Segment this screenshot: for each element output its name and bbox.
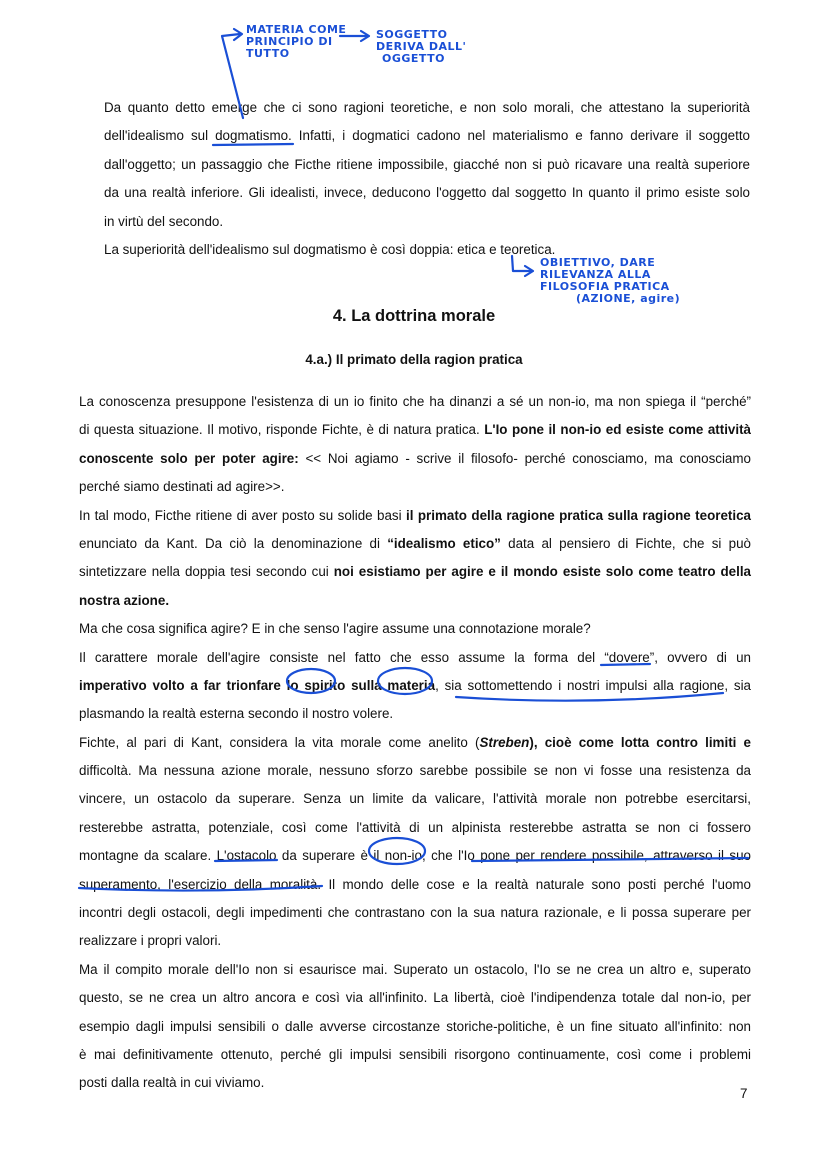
text-line: La superiorità dell'idealismo sul dogmatismo è così doppia: etica e teoretica. (104, 241, 556, 257)
body-paragraph (79, 388, 751, 1098)
term-dovere: dovere (608, 649, 650, 665)
text-line: dall'oggetto; un passaggio che Ficthe ritiene impossibile, giacché non si può ricavare una realtà superiore (104, 156, 750, 172)
text-line (79, 530, 751, 558)
annotation-line: MATERIA COME (246, 23, 347, 36)
annotation-line: PRINCIPIO DI (246, 35, 333, 48)
text-line (79, 729, 751, 757)
bracket-arrowhead (234, 29, 242, 40)
annotation-line: OGGETTO (382, 52, 446, 65)
text-line: vincere, un ostacolo da superare. Senza un limite da valicare, l'attività morale non potrebbe esercitarsi, (79, 791, 751, 807)
text-line: realizzare i propri valori. (79, 933, 222, 949)
text-line: Da quanto detto emerge che ci sono ragioni teoretiche, e non solo morali, che attestano la superiorità (104, 100, 750, 115)
text-line (79, 416, 751, 444)
text-line (104, 122, 750, 150)
text-line: perché siamo destinati ad agire>>. (79, 479, 285, 495)
text-line (79, 502, 751, 530)
text-line: montagne da scalare. L'ostacolo da superare è il non-io, che l'Io pone per rendere possibile, attraverso il suo (79, 848, 751, 864)
term-materia: materia (387, 677, 436, 693)
annotation-line: SOGGETTO (376, 28, 448, 41)
annotation-line: RILEVANZA ALLA (540, 268, 651, 281)
text-run: dell'idealismo sul (104, 128, 216, 144)
term-streben: Streben (479, 734, 530, 750)
text-run: Fichte, al pari di Kant, considera la vita morale come anelito ( (79, 734, 480, 750)
page-number: 7 (740, 1086, 748, 1101)
bold-run: L'Io pone il non-io ed esiste come attività (484, 422, 751, 438)
text-run: Il carattere morale dell'agire consiste nel fatto che esso assume la forma del “ (79, 649, 609, 665)
text-run: . Infatti, i dogmatici cadono nel materialismo e fanno derivare il soggetto (288, 128, 750, 144)
text-run: sintetizzare nella doppia tesi secondo cui (79, 564, 334, 580)
text-line: esempio dagli impulsi sensibili o dalle avverse circostanze storiche-politiche, è un fine situato all'infinito: non (79, 1018, 751, 1034)
text-line: resterebbe astratta, potenziale, così come l'attività di un alpinista resterebbe astratta se non ci fossero (79, 819, 751, 835)
term-dogmatismo: dogmatismo (215, 128, 289, 144)
text-run: In tal modo, Ficthe ritiene di aver posto su solide basi (79, 507, 407, 523)
bold-run: “idealismo etico” (387, 535, 501, 551)
text-line: è mai definitivamente ottenuto, perché gli impulsi sensibili risorgono continuamente, così come i problemi (79, 1046, 751, 1062)
bold-run: noi esistiamo per agire e il mondo esiste solo come teatro della (333, 564, 751, 580)
subsection-heading: 4.a.) Il primato della ragion pratica (305, 352, 523, 367)
text-run: , sia sottomettendo i nostri impulsi alla ragione, sia (435, 677, 751, 693)
bold-run: nostra azione. (79, 592, 170, 608)
arrow-obiettivo-head (525, 266, 533, 276)
annotation-materia (246, 24, 346, 60)
text-line (79, 445, 751, 473)
annotation-line: OBIETTIVO, DARE (540, 256, 656, 269)
annotation-line: DERIVA DALL' (376, 40, 467, 53)
text-run: data al pensiero di Fichte, che si può (500, 535, 751, 551)
section-heading: 4. La dottrina morale (332, 307, 496, 325)
bold-run: imperativo volto a far trionfare lo (79, 677, 305, 693)
text-line (79, 644, 751, 672)
annotation-line: (AZIONE, agire) (576, 292, 681, 305)
text-line: da una realtà inferiore. Gli idealisti, invece, deducono l'oggetto dal soggetto In quanto il primo esiste solo (104, 185, 750, 201)
text-line: in virtù del secondo. (104, 213, 224, 229)
text-line: Ma il compito morale dell'Io non si esaurisce mai. Superato un ostacolo, l'Io se ne crea un altro e, superato (79, 961, 751, 977)
term-spirito: spirito (304, 677, 346, 693)
text-line: questo, se ne crea un altro ancora e così via all'infinito. La libertà, cioè l'indipendenza totale dal non-io, per (79, 990, 751, 1006)
annotation-line: TUTTO (246, 47, 290, 60)
text-line: La conoscenza presuppone l'esistenza di un io finito che ha dinanzi a sé un non-io, ma non spiega il “perché” (79, 394, 751, 409)
text-line (79, 587, 751, 615)
text-line: posti dalla realtà in cui viviamo. (79, 1075, 265, 1091)
text-run: di questa situazione. Il motivo, risponde Fichte, è di natura pratica. (79, 422, 485, 438)
text-line: difficoltà. Ma nessuna azione morale, nessuno sforzo sarebbe possibile se non vi fosse una resistenza da (79, 763, 751, 779)
text-run: ”, ovvero di un (649, 649, 751, 665)
arrow-soggetto-head (361, 31, 369, 41)
text-line: superamento, l'esercizio della moralità. Il mondo delle cose e la realtà naturale sono posti perché l'uomo (79, 876, 751, 892)
text-run: << Noi agiamo - scrive il filosofo- perché conosciamo, ma conosciamo (298, 450, 751, 466)
text-line: Ma che cosa significa agire? E in che senso l'agire assume una connotazione morale? (79, 621, 591, 637)
bold-run: sulla (345, 677, 388, 693)
annotation-line: FILOSOFIA PRATICA (540, 280, 670, 293)
text-run: ), cioè come lotta contro limiti e (529, 734, 751, 750)
intro-paragraph (104, 94, 750, 264)
text-run: enunciato da Kant. Da ciò la denominazione di (79, 535, 388, 551)
text-line (79, 558, 751, 586)
text-line (79, 672, 751, 700)
bold-run: conoscente solo per poter agire: (79, 450, 299, 466)
annotation-soggetto (376, 29, 466, 65)
text-line: incontri degli ostacoli, degli impedimenti che contrastano con la sua natura razionale, e li possa superare per (79, 905, 751, 921)
text-line: plasmando la realtà esterna secondo il nostro volere. (79, 706, 394, 722)
bold-run: il primato della ragione pratica sulla ragione teoretica (406, 507, 751, 523)
